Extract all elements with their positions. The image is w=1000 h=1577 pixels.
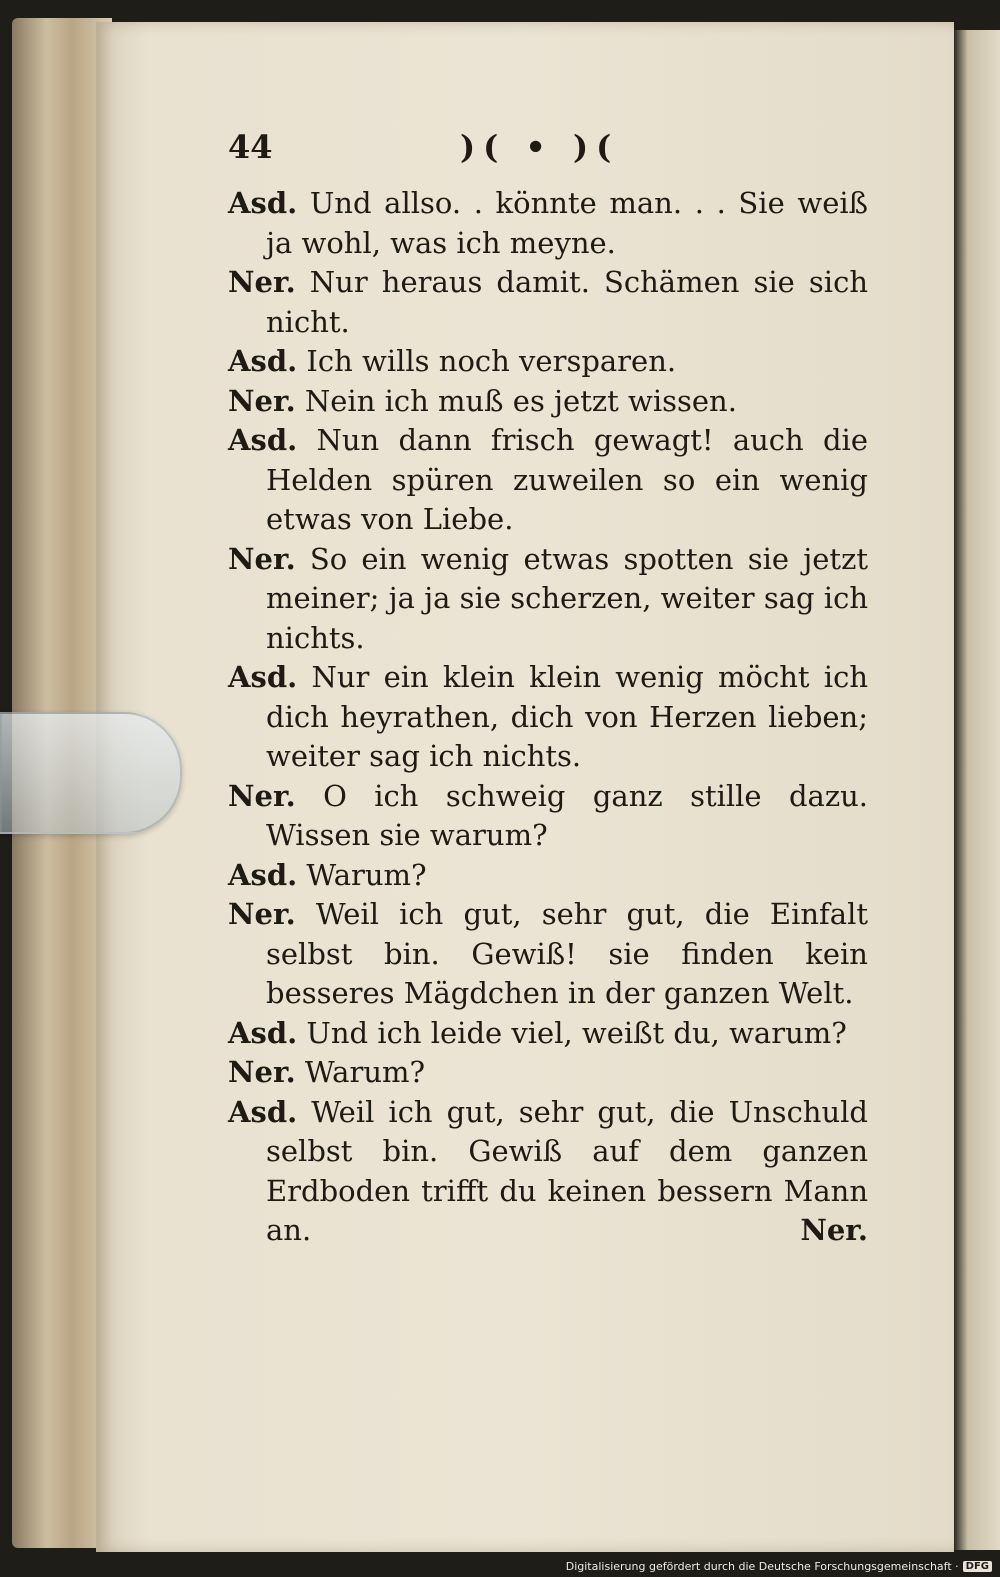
speech-text: Nur heraus damit. Schämen sie sich nicht. (266, 265, 868, 339)
speaker-label: Asd. (228, 660, 298, 694)
speaker-label: Ner. (228, 778, 296, 813)
speech-text: Und ich leide viel, weißt du, warum? (306, 1015, 847, 1050)
header-ornament: )( • )( (460, 128, 620, 166)
speaker-label: Asd. (228, 423, 298, 457)
speaker-label: Ner. (228, 897, 296, 931)
speech-text: Nun dann frisch gewagt! auch die Helden spüren zuweilen so ein wenig etwas von Liebe. (266, 423, 868, 536)
footer-text: Digitalisierung gefördert durch die Deutsche Forschungsgemeinschaft · (565, 1560, 959, 1573)
speech-text: Warum? (304, 1055, 426, 1089)
speech-entry (228, 540, 868, 659)
speech-entry (228, 1053, 868, 1093)
speaker-label: Ner. (228, 541, 296, 576)
catchword: Ner. (800, 1213, 868, 1247)
page-text (228, 128, 868, 1251)
speech-entry (228, 856, 868, 896)
speech-entry (228, 658, 868, 777)
speech-text: Weil ich gut, sehr gut, die Unschuld selbst bin. Gewiß auf dem ganzen Erdboden trifft du keinen bessern Mann an. (266, 1094, 869, 1247)
speech-text: Nein ich muß es jetzt wissen. (304, 383, 737, 418)
page-number: 44 (228, 128, 273, 166)
speech-entry (228, 184, 868, 263)
speaker-label: Asd. (228, 186, 298, 220)
dialogue (228, 184, 868, 1251)
speech-entry (228, 342, 868, 382)
footer-credit (566, 1560, 992, 1573)
speech-entry (228, 1014, 868, 1054)
speaker-label: Asd. (228, 1094, 298, 1129)
next-page-edge (954, 30, 1000, 1550)
dfg-logo: DFG (963, 1561, 992, 1572)
speech-text: Ich wills noch versparen. (306, 344, 677, 378)
speech-entry (228, 777, 868, 856)
speaker-label: Ner. (228, 383, 296, 418)
speech-text: Nur ein klein klein wenig möcht ich dich heyrathen, dich von Herzen lieben; weiter sag ich nichts. (266, 660, 868, 773)
speaker-label: Asd. (228, 857, 298, 892)
speech-entry (228, 421, 868, 540)
speaker-label: Asd. (228, 1015, 298, 1050)
speech-text: Warum? (306, 857, 427, 892)
speech-entry (228, 895, 868, 1014)
speech-text: Weil ich gut, sehr gut, die Einfalt selbst bin. Gewiß! sie finden kein besseres Mägdchen in der ganzen Welt. (266, 897, 868, 1010)
speaker-label: Ner. (228, 1055, 296, 1089)
speech-text: Und allso. . könnte man. . . Sie weiß ja wohl, was ich meyne. (266, 186, 868, 260)
page-header (228, 128, 868, 184)
speaker-label: Asd. (228, 344, 298, 378)
bookmark-clip (0, 712, 182, 834)
speech-text: O ich schweig ganz stille dazu. Wissen sie warum? (266, 778, 869, 852)
speech-entry (228, 382, 868, 422)
speech-text: So ein wenig etwas spotten sie jetzt meiner; ja ja sie scherzen, weiter sag ich nichts. (266, 541, 868, 655)
speaker-label: Ner. (228, 265, 296, 299)
speech-entry (228, 263, 868, 342)
